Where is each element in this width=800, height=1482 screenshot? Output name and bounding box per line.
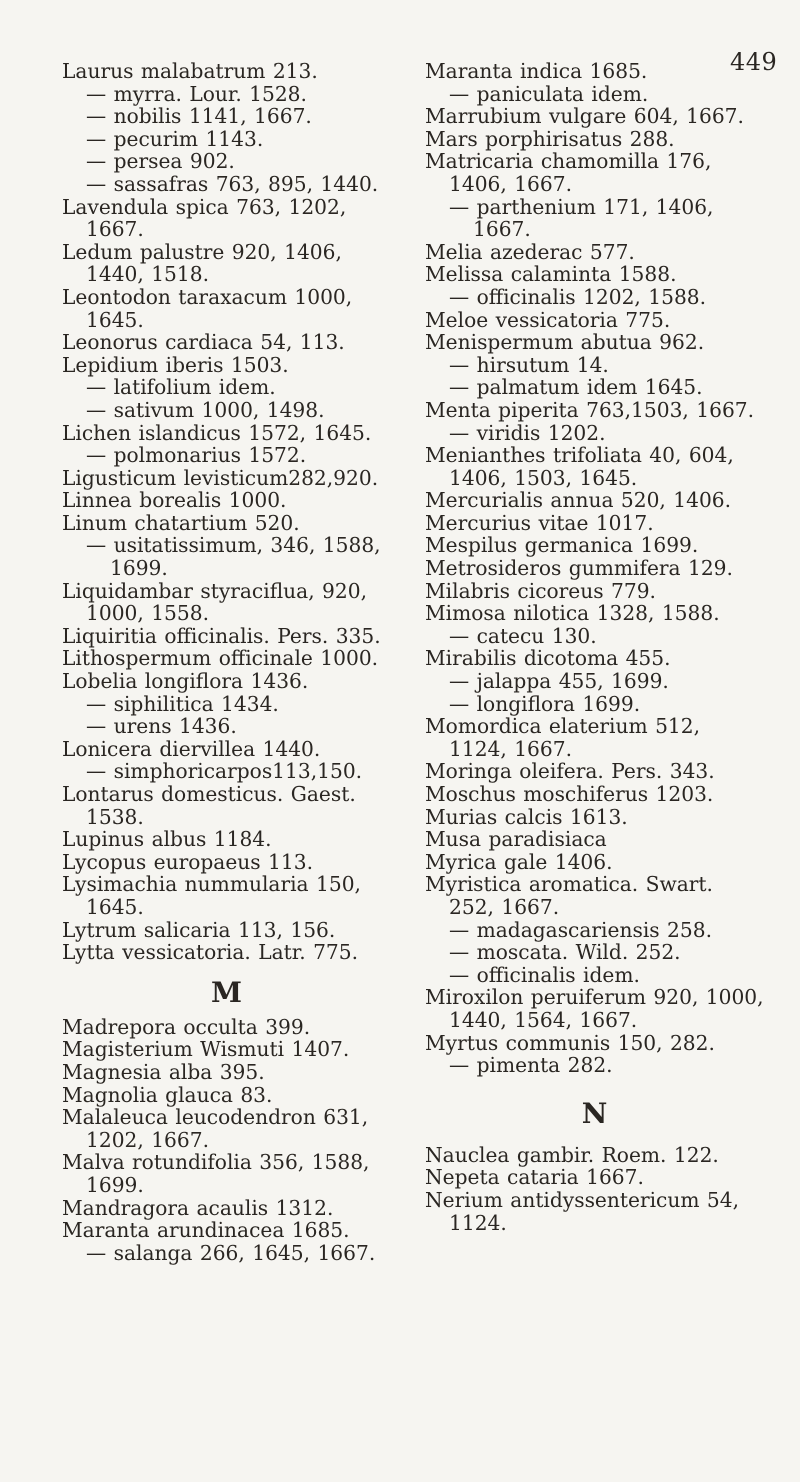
index-entry: Mandragora acaulis 1312. xyxy=(62,1195,334,1220)
index-subentry: — nobilis 1141, 1667. xyxy=(86,104,312,129)
index-entry: Ligusticum levisticum282,920. xyxy=(62,465,379,490)
index-subentry: — officinalis 1202, 1588. xyxy=(449,284,707,309)
index-subentry: — viridis 1202. xyxy=(449,420,606,445)
index-entry: Menta piperita 763,1503, 1667. xyxy=(425,397,755,422)
index-entry: Matricaria chamomilla 176, 1406, 1667. xyxy=(425,149,712,196)
section-heading: M xyxy=(211,975,243,1009)
left-index-column xyxy=(62,60,392,1264)
index-entry: Lepidium iberis 1503. xyxy=(62,352,289,377)
index-entry: Laurus malabatrum 213. xyxy=(62,59,318,83)
index-subentry: — usitatissimum, 346, 1588, 1699. xyxy=(86,533,381,581)
right-index-column xyxy=(425,60,765,1234)
index-subentry: — simphoricarpos113,150. xyxy=(86,759,363,784)
index-entry: Miroxilon peruiferum 920, 1000, 1440, 1564, 1667. xyxy=(425,985,764,1032)
index-subentry: — salanga 266, 1645, 1667. xyxy=(86,1240,376,1265)
index-entry: Myristica aromatica. Swart. 252, 1667. xyxy=(425,872,713,919)
index-subentry: — paniculata idem. xyxy=(449,81,649,106)
index-subentry: — pimenta 282. xyxy=(449,1053,613,1078)
index-subentry: — latifolium idem. xyxy=(86,375,276,400)
index-entry: Maranta arundinacea 1685. xyxy=(62,1218,350,1243)
index-entry: Milabris cicoreus 779. xyxy=(425,578,656,603)
index-subentry: — siphilitica 1434. xyxy=(86,691,279,716)
index-entry: Lytrum salicaria 113, 156. xyxy=(62,917,336,942)
index-entry: Magnesia alba 395. xyxy=(62,1059,265,1084)
index-entry: Liquiritia officinalis. Pers. 335. xyxy=(62,623,381,648)
index-entry: Lichen islandicus 1572, 1645. xyxy=(62,420,372,445)
index-entry: Lytta vessicatoria. Latr. 775. xyxy=(62,940,359,965)
index-entry: Lobelia longiflora 1436. xyxy=(62,669,309,694)
page-number: 449 xyxy=(730,48,778,76)
index-subentry: — persea 902. xyxy=(86,149,235,174)
index-entry: Lontarus domesticus. Gaest. 1538. xyxy=(62,782,356,829)
index-subentry: — hirsutum 14. xyxy=(449,352,609,377)
index-subentry: — madagascariensis 258. xyxy=(449,917,712,942)
index-subentry: — sativum 1000, 1498. xyxy=(86,397,325,422)
index-entry: Myrtus communis 150, 282. xyxy=(425,1030,715,1055)
index-entry: Mespilus germanica 1699. xyxy=(425,533,699,558)
index-subentry: — moscata. Wild. 252. xyxy=(449,940,681,965)
index-entry: Momordica elaterium 512, 1124, 1667. xyxy=(425,714,701,761)
index-entry: Lycopus europaeus 113. xyxy=(62,849,314,874)
index-entry: Madrepora occulta 399. xyxy=(62,1014,311,1039)
index-entry: Maranta indica 1685. xyxy=(425,59,648,83)
index-subentry: — parthenium 171, 1406, 1667. xyxy=(449,194,714,242)
index-entry: Mimosa nilotica 1328, 1588. xyxy=(425,601,720,626)
index-subentry: — polmonarius 1572. xyxy=(86,443,307,468)
index-subentry: — catecu 130. xyxy=(449,623,597,648)
index-entry: Linnea borealis 1000. xyxy=(62,488,287,513)
index-entry: Lithospermum officinale 1000. xyxy=(62,646,379,671)
index-subentry: — urens 1436. xyxy=(86,714,237,739)
index-subentry: — jalappa 455, 1699. xyxy=(449,669,669,694)
index-entry: Magnolia glauca 83. xyxy=(62,1082,273,1107)
index-entry: Melissa calaminta 1588. xyxy=(425,262,677,287)
index-entry: Leontodon taraxacum 1000, 1645. xyxy=(62,284,353,332)
index-entry: Lonicera diervillea 1440. xyxy=(62,736,321,761)
index-subentry: — sassafras 763, 895, 1440. xyxy=(86,171,379,196)
index-entry: Lupinus albus 1184. xyxy=(62,827,272,852)
index-entry: Meloe vessicatoria 775. xyxy=(425,307,671,332)
index-entry: Magisterium Wismuti 1407. xyxy=(62,1037,350,1062)
index-entry: Moschus moschiferus 1203. xyxy=(425,782,714,806)
index-entry: Leonorus cardiaca 54, 113. xyxy=(62,330,345,355)
index-subentry: — palmatum idem 1645. xyxy=(449,375,703,400)
index-entry: Nauclea gambir. Roem. 122. xyxy=(425,1142,719,1167)
section-heading: N xyxy=(581,1096,609,1130)
index-entry: Liquidambar styraciflua, 920, 1000, 1558. xyxy=(62,578,367,626)
index-entry: Myrica gale 1406. xyxy=(425,849,613,874)
index-entry: Murias calcis 1613. xyxy=(425,804,628,829)
index-entry: Linum chatartium 520. xyxy=(62,510,300,535)
index-entry: Mercurius vitae 1017. xyxy=(425,510,654,535)
index-entry: Musa paradisiaca xyxy=(425,827,607,852)
index-entry: Mirabilis dicotoma 455. xyxy=(425,646,671,671)
index-entry: Nerium antidyssentericum 54, 1124. xyxy=(425,1187,740,1235)
index-subentry: — pecurim 1143. xyxy=(86,126,264,151)
index-entry: Menianthes trifoliata 40, 604, 1406, 1503, 1645. xyxy=(425,443,734,490)
index-entry: Melia azederac 577. xyxy=(425,239,635,264)
index-entry: Lysimachia nummularia 150, 1645. xyxy=(62,872,361,919)
index-subentry: — longiflora 1699. xyxy=(449,691,641,716)
index-entry: Mars porphirisatus 288. xyxy=(425,126,675,151)
index-entry: Malaleuca leucodendron 631, 1202, 1667. xyxy=(62,1105,369,1152)
index-entry: Metrosideros gummifera 129. xyxy=(425,556,733,581)
index-entry: Mercurialis annua 520, 1406. xyxy=(425,488,732,513)
index-entry: Malva rotundifolia 356, 1588, 1699. xyxy=(62,1150,370,1197)
index-entry: Ledum palustre 920, 1406, 1440, 1518. xyxy=(62,239,342,287)
index-entry: Moringa oleifera. Pers. 343. xyxy=(425,759,715,784)
index-subentry: — officinalis idem. xyxy=(449,962,640,987)
index-entry: Menispermum abutua 962. xyxy=(425,330,705,355)
index-subentry: — myrra. Lour. 1528. xyxy=(86,81,307,106)
index-entry: Nepeta cataria 1667. xyxy=(425,1165,644,1190)
index-entry: Marrubium vulgare 604, 1667. xyxy=(425,104,744,129)
index-entry: Lavendula spica 763, 1202, 1667. xyxy=(62,194,347,242)
